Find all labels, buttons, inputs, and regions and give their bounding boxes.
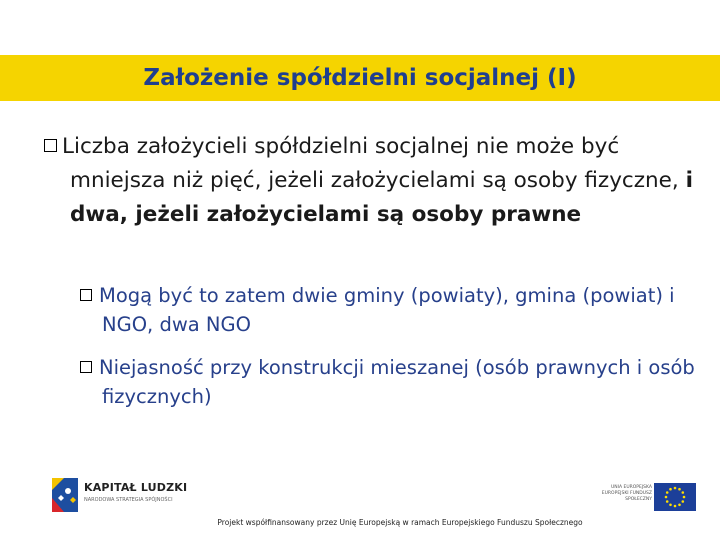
kapital-ludzki-emblem-icon	[50, 476, 82, 516]
eu-logo-text: UNIA EUROPEJSKA EUROPEJSKI FUNDUSZ SPOŁECZNY	[601, 485, 652, 502]
checkbox-bullet-icon	[80, 361, 92, 373]
eu-flag-icon	[654, 483, 696, 511]
eu-logo	[600, 483, 700, 513]
kapital-ludzki-logo	[50, 476, 190, 516]
main-bullet-bold-text: i dwa, jeżeli założycielami są osoby prawne	[70, 168, 693, 227]
slide-title: Założenie spółdzielni socjalnej (I)	[143, 65, 577, 91]
checkbox-bullet-icon	[44, 139, 57, 152]
main-bullet-text: Liczba założycieli spółdzielni socjalnej nie może być mniejsza niż pięć, jeżeli założycielami są osoby fizyczne,	[62, 134, 686, 193]
sub-bullet-1	[80, 281, 700, 339]
sub-bullet-text: Mogą być to zatem dwie gminy (powiaty), gmina (powiat) i NGO, dwa NGO	[99, 284, 675, 336]
checkbox-bullet-icon	[80, 289, 92, 301]
footer-caption: Projekt współfinansowany przez Unię Europejską w ramach Europejskiego Funduszu Społecznego	[217, 518, 583, 527]
eu-stars-icon	[654, 483, 696, 511]
title-bar	[0, 55, 720, 101]
sub-bullet-text: Niejasność przy konstrukcji mieszanej (osób prawnych i osób fizycznych)	[99, 356, 695, 408]
kapital-ludzki-title: KAPITAŁ LUDZKI	[84, 481, 188, 494]
kapital-ludzki-subtitle: NARODOWA STRATEGIA SPÓJNOŚCI	[84, 497, 173, 503]
sub-bullet-2	[80, 353, 700, 411]
main-bullet	[44, 130, 694, 232]
